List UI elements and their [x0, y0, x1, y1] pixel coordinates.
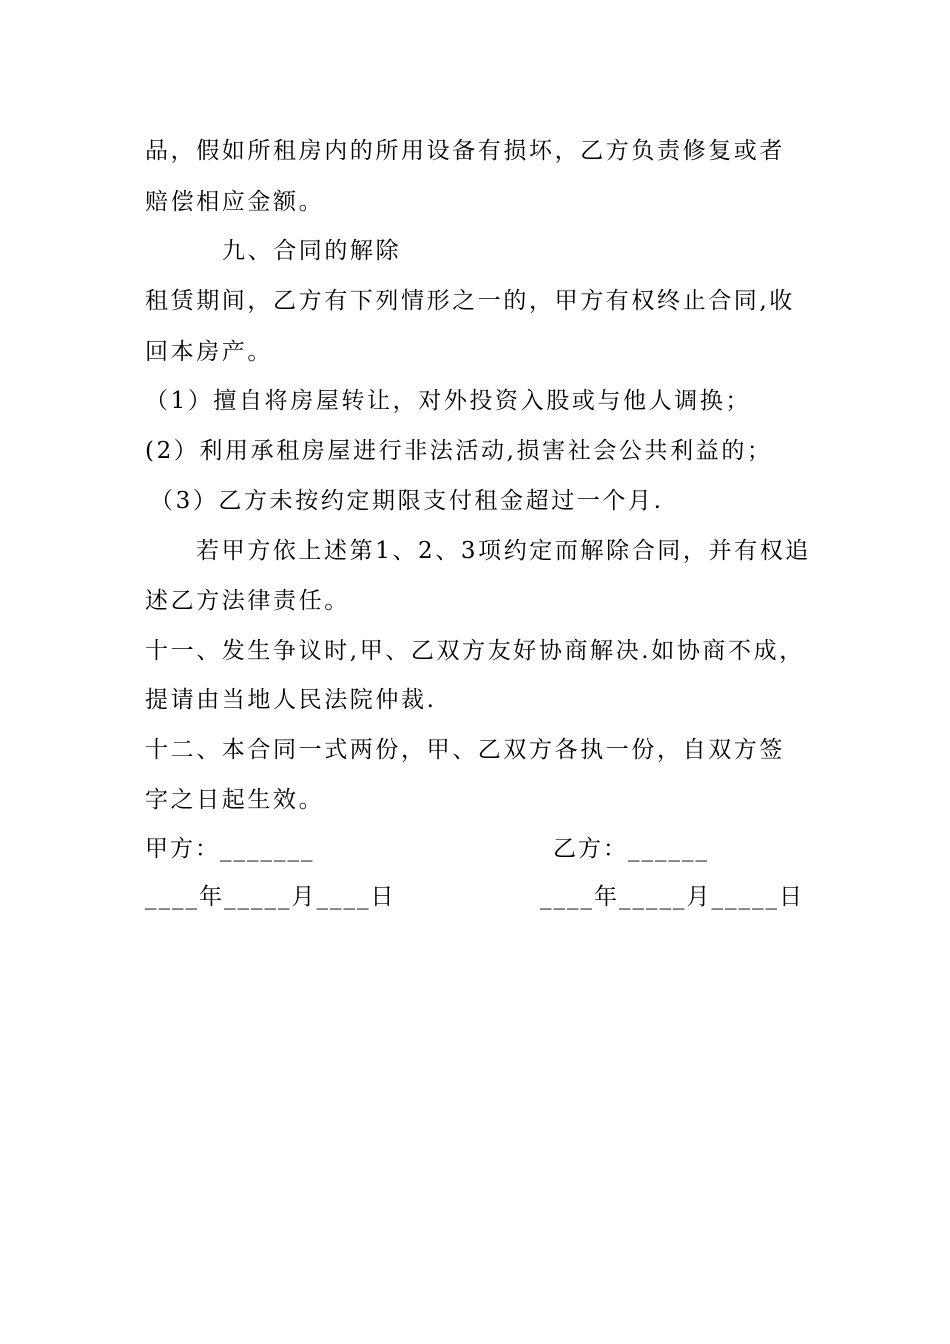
text-line-2: 赔偿相应金额。: [145, 189, 325, 215]
list-item-3: （3）乙方未按约定期限支付租金超过一个月.: [150, 488, 664, 514]
text-line-4: 租赁期间，乙方有下列情形之一的，甲方有权终止合同,收: [145, 288, 795, 314]
party-a-signature: 甲方：_______: [145, 836, 315, 862]
party-a-date: ____年_____月____日: [145, 884, 396, 910]
text-line-5: 回本房产。: [145, 339, 273, 365]
section-heading-9: 九、合同的解除: [222, 238, 402, 264]
clause-12-line-2: 字之日起生效。: [145, 787, 325, 813]
list-item-1: （1）擅自将房屋转让，对外投资入股或与他人调换；: [145, 388, 752, 414]
text-line-9: 若甲方依上述第1、2、3项约定而解除合同，并有权追: [196, 538, 811, 564]
party-b-signature: 乙方：______: [553, 836, 709, 862]
clause-11-line-1: 十一、发生争议时,甲、乙双方友好协商解决.如协商不成，: [145, 638, 805, 664]
text-line-1: 品，假如所租房内的所用设备有损坏，乙方负责修复或者: [145, 138, 785, 164]
text-line-10: 述乙方法律责任。: [145, 588, 350, 614]
list-item-2: (2）利用承租房屋进行非法活动,损害社会公共利益的；: [145, 438, 773, 464]
party-b-date: ____年_____月_____日: [540, 884, 804, 910]
clause-12-line-1: 十二、本合同一式两份，甲、乙双方各执一份，自双方签: [145, 737, 785, 763]
clause-11-line-2: 提请由当地人民法院仲裁.: [145, 687, 437, 713]
